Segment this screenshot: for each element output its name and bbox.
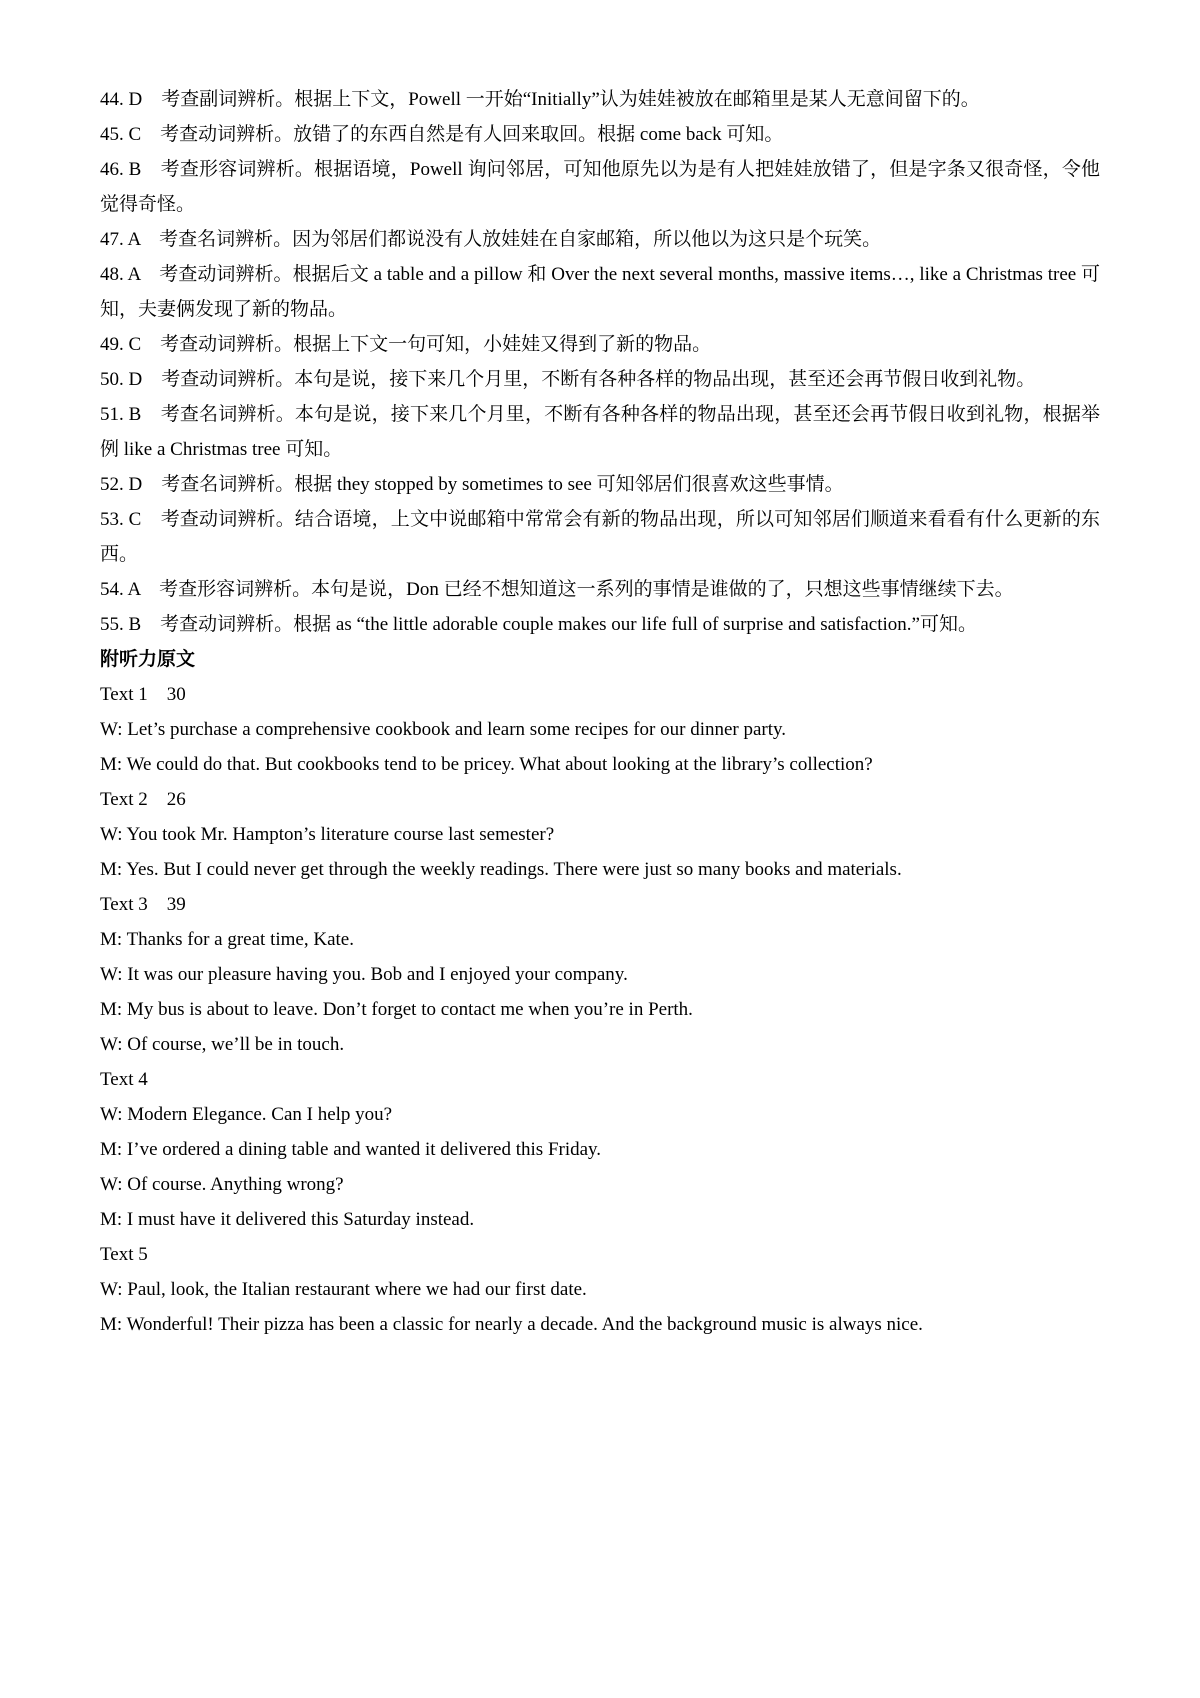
text-line: 47. A 考查名词辨析。因为邻居们都说没有人放娃娃在自家邮箱，所以他以为这只是个玩笑。	[100, 229, 882, 250]
text-line: W: Modern Elegance. Can I help you?	[100, 1104, 393, 1125]
text-line: Text 3 39	[100, 894, 186, 915]
text-line: 45. C 考查动词辨析。放错了的东西自然是有人回来取回。根据 come back 可知。	[100, 124, 784, 145]
text-line: Text 5	[100, 1244, 148, 1265]
document-body	[100, 82, 1100, 1342]
text-line: 48. A 考查动词辨析。根据后文 a table and a pillow 和 Over the next several months, massive items…, like a Christmas tree 可知，夫妻俩发现了新的物品。	[100, 264, 1100, 320]
text-line: W: Of course, we’ll be in touch.	[100, 1034, 345, 1055]
text-line: W: You took Mr. Hampton’s literature course last semester?	[100, 824, 555, 845]
text-line: Text 4	[100, 1069, 148, 1090]
text-line: M: Yes. But I could never get through the weekly readings. There were just so many books and materials.	[100, 859, 902, 880]
text-line: M: I must have it delivered this Saturday instead.	[100, 1209, 475, 1230]
text-line: 55. B 考查动词辨析。根据 as “the little adorable couple makes our life full of surprise and satisfaction.”可知。	[100, 614, 977, 635]
text-line: Text 2 26	[100, 789, 186, 810]
text-line: W: It was our pleasure having you. Bob and I enjoyed your company.	[100, 964, 628, 985]
text-line: Text 1 30	[100, 684, 186, 705]
text-line: 46. B 考查形容词辨析。根据语境，Powell 询问邻居，可知他原先以为是有人把娃娃放错了，但是字条又很奇怪，令他觉得奇怪。	[100, 159, 1100, 215]
text-line: W: Of course. Anything wrong?	[100, 1174, 344, 1195]
text-line: 50. D 考查动词辨析。本句是说，接下来几个月里，不断有各种各样的物品出现，甚至还会再节假日收到礼物。	[100, 369, 1036, 390]
text-line: 49. C 考查动词辨析。根据上下文一句可知，小娃娃又得到了新的物品。	[100, 334, 712, 355]
text-line: M: My bus is about to leave. Don’t forget to contact me when you’re in Perth.	[100, 999, 693, 1020]
section-heading: 附听力原文	[100, 649, 196, 670]
text-line: 53. C 考查动词辨析。结合语境，上文中说邮箱中常常会有新的物品出现，所以可知邻居们顺道来看看有什么更新的东西。	[100, 509, 1100, 565]
text-line: 54. A 考查形容词辨析。本句是说，Don 已经不想知道这一系列的事情是谁做的了，只想这些事情继续下去。	[100, 579, 1014, 600]
text-line: 44. D 考查副词辨析。根据上下文，Powell 一开始“Initially”认为娃娃被放在邮箱里是某人无意间留下的。	[100, 89, 980, 110]
text-line: M: We could do that. But cookbooks tend to be pricey. What about looking at the library’s collection?	[100, 754, 873, 775]
text-line: 52. D 考查名词辨析。根据 they stopped by sometimes to see 可知邻居们很喜欢这些事情。	[100, 474, 844, 495]
text-line: 51. B 考查名词辨析。本句是说，接下来几个月里，不断有各种各样的物品出现，甚至还会再节假日收到礼物，根据举例 like a Christmas tree 可知。	[100, 404, 1100, 460]
text-line: M: I’ve ordered a dining table and wanted it delivered this Friday.	[100, 1139, 602, 1160]
text-line: W: Paul, look, the Italian restaurant where we had our first date.	[100, 1279, 587, 1300]
text-line: M: Wonderful! Their pizza has been a classic for nearly a decade. And the background music is always nice.	[100, 1314, 923, 1335]
text-line: W: Let’s purchase a comprehensive cookbook and learn some recipes for our dinner party.	[100, 719, 787, 740]
text-line: M: Thanks for a great time, Kate.	[100, 929, 354, 950]
